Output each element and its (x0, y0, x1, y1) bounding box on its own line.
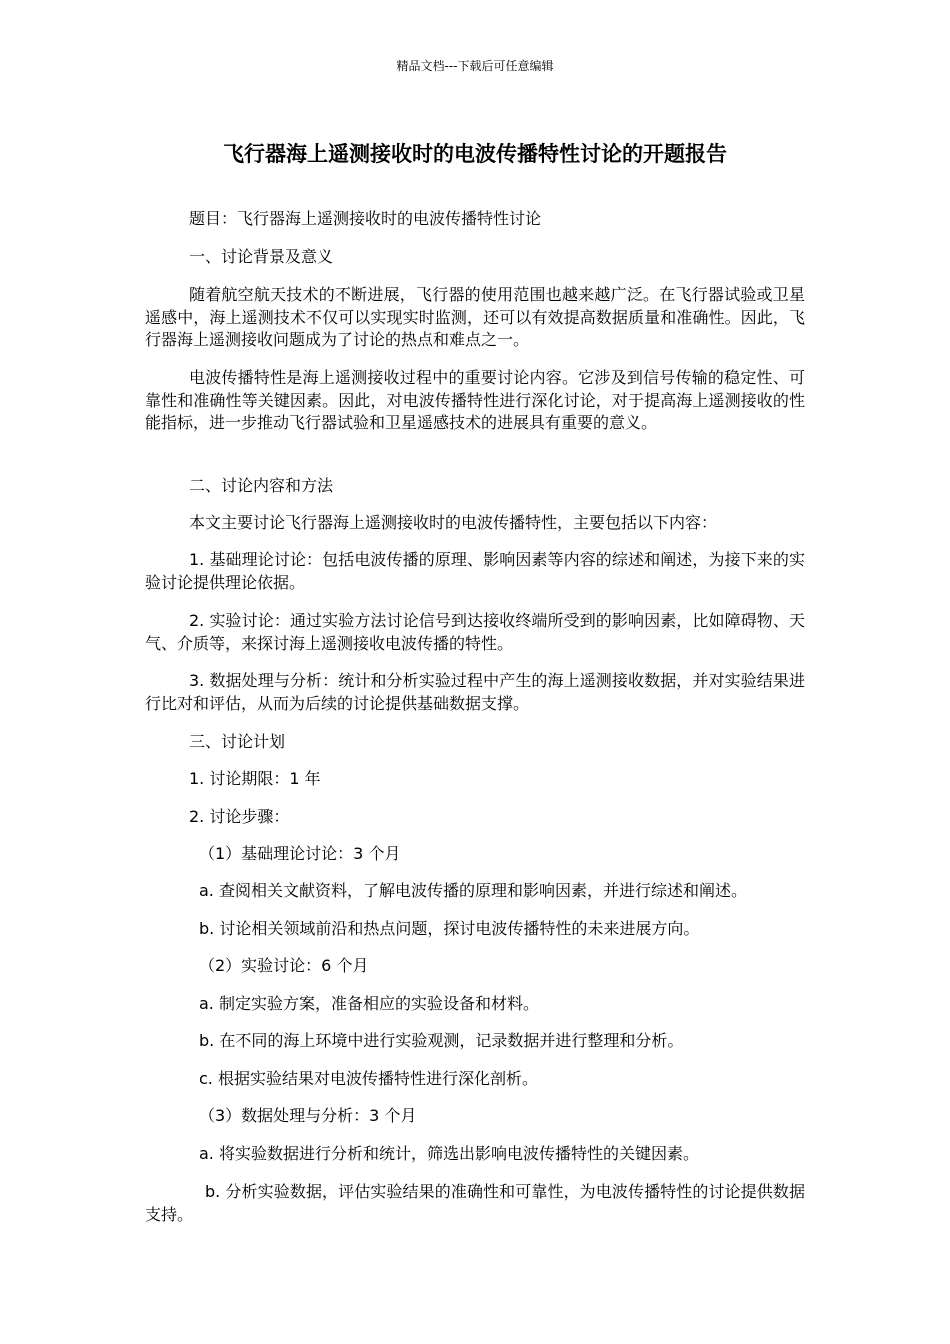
plan-steps: 2. 讨论步骤： (189, 807, 290, 826)
list-item-theory: 1. 基础理论讨论：包括电波传播的原理、影响因素等内容的综述和阐述，为接下来的实验讨论提供理论依据。 (145, 550, 805, 592)
section-heading-content-method: 二、讨论内容和方法 (189, 476, 334, 495)
page-header-note: 精品文档---下载后可任意编辑 (396, 59, 554, 73)
plan-step-2: （2）实验讨论：6 个月 (199, 956, 369, 975)
paragraph-content-intro: 本文主要讨论飞行器海上遥测接收时的电波传播特性，主要包括以下内容： (189, 513, 718, 532)
paragraph-background-1: 随着航空航天技术的不断进展，飞行器的使用范围也越来越广泛。在飞行器试验或卫星遥感中，海上遥测技术不仅可以实现实时监测，还可以有效提高数据质量和准确性。因此，飞行器海上遥测接收问题成为了讨论的热点和难点之一。 (145, 285, 805, 349)
list-item-experiment: 2. 实验讨论：通过实验方法讨论信号到达接收终端所受到的影响因素，比如障碍物、天气、介质等，来探讨海上遥测接收电波传播的特性。 (145, 611, 805, 653)
plan-step-1: （1）基础理论讨论：3 个月 (199, 844, 401, 863)
plan-step-3: （3）数据处理与分析：3 个月 (199, 1106, 417, 1125)
plan-step-2c: c. 根据实验结果对电波传播特性进行深化剖析。 (199, 1069, 538, 1088)
section-heading-background: 一、讨论背景及意义 (189, 247, 334, 266)
plan-step-3a: a. 将实验数据进行分析和统计，筛选出影响电波传播特性的关键因素。 (199, 1144, 699, 1163)
plan-step-1b: b. 讨论相关领域前沿和热点问题，探讨电波传播特性的未来进展方向。 (199, 919, 700, 938)
plan-duration: 1. 讨论期限：1 年 (189, 769, 321, 788)
document-title: 飞行器海上遥测接收时的电波传播特性讨论的开题报告 (223, 142, 727, 166)
list-item-data: 3. 数据处理与分析：统计和分析实验过程中产生的海上遥测接收数据，并对实验结果进行比对和评估，从而为后续的讨论提供基础数据支撑。 (145, 671, 805, 713)
plan-step-1a: a. 查阅相关文献资料，了解电波传播的原理和影响因素，并进行综述和阐述。 (199, 881, 747, 900)
plan-step-2a: a. 制定实验方案，准备相应的实验设备和材料。 (199, 994, 539, 1013)
plan-step-2b: b. 在不同的海上环境中进行实验观测，记录数据并进行整理和分析。 (199, 1031, 684, 1050)
topic-line: 题目：飞行器海上遥测接收时的电波传播特性讨论 (189, 209, 542, 228)
section-heading-plan: 三、讨论计划 (189, 732, 286, 751)
plan-step-3b: b. 分析实验数据，评估实验结果的准确性和可靠性，为电波传播特性的讨论提供数据支持。 (145, 1182, 805, 1224)
paragraph-background-2: 电波传播特性是海上遥测接收过程中的重要讨论内容。它涉及到信号传输的稳定性、可靠性和准确性等关键因素。因此，对电波传播特性进行深化讨论，对于提高海上遥测接收的性能指标，进一步推动飞行器试验和卫星遥感技术的进展具有重要的意义。 (145, 368, 805, 432)
